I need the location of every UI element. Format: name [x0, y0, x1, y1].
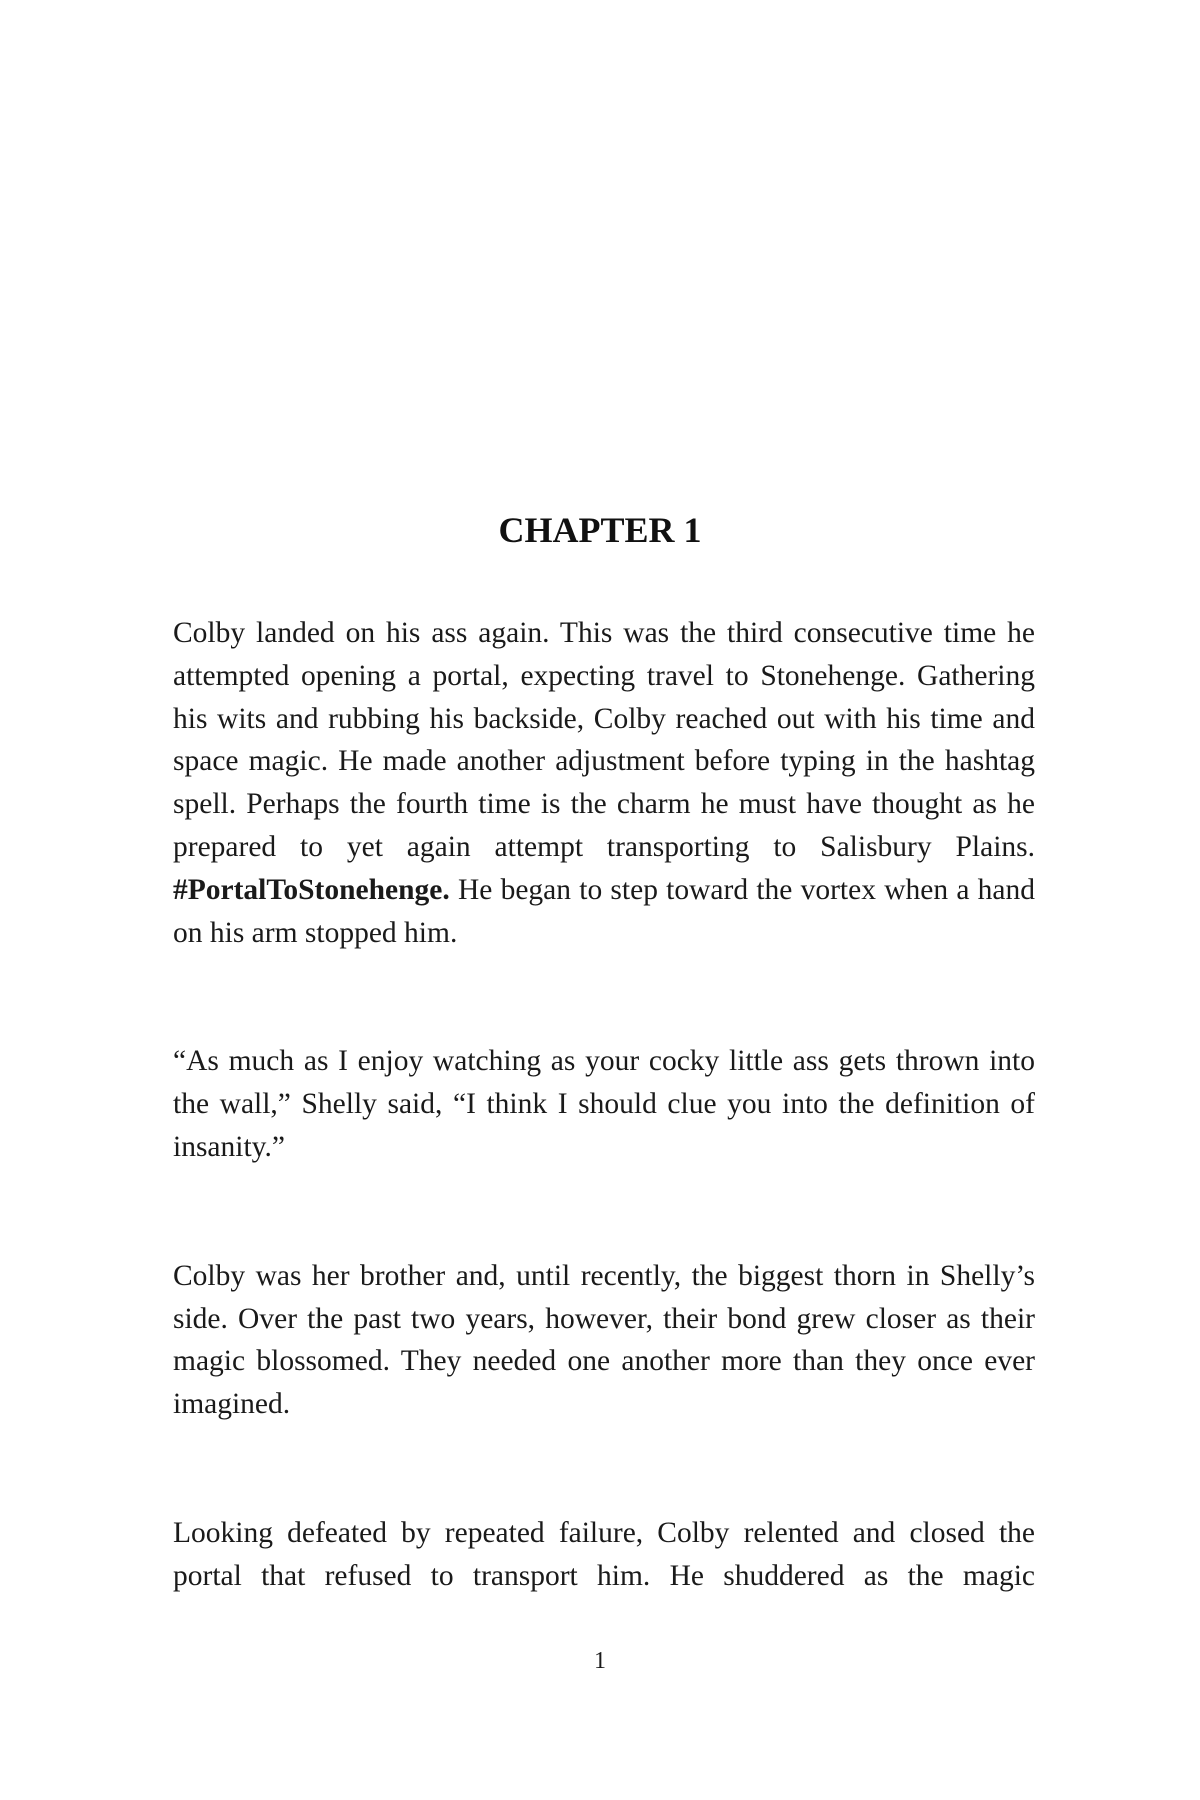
paragraph-1-text-end: He began to step toward the vortex when a hand on his arm stopped him. — [173, 873, 1035, 949]
chapter-body — [173, 612, 1035, 1598]
hashtag-spell: #PortalToStonehenge. — [173, 873, 450, 906]
paragraph-2: “As much as I enjoy watching as your cocky little ass gets thrown into the wall,” Shelly said, “I think I should clue you into the definition of insanity.” — [173, 1045, 1035, 1163]
chapter-title: CHAPTER 1 — [498, 510, 702, 550]
paragraph-1-text-start: Colby landed on his ass again. This was the third consecutive time he attempted opening a portal, expecting travel to Stonehenge. Gathering his wits and rubbing his backside, Colby reached out with his time and space magic. He made another adjustment before typing in the hashtag spell. Perhaps the fourth time is the charm he must have thought as he prepared to yet again attempt transporting to Salisbury Plains. — [173, 617, 1035, 863]
paragraph-1 — [173, 612, 1035, 954]
paragraph-3: Colby was her brother and, until recently, the biggest thorn in Shelly’s side. Over the past two years, however, their bond grew closer as their magic blossomed. They needed one another more than they once ever imagined. — [173, 1259, 1035, 1421]
page-number: 1 — [594, 1648, 606, 1674]
paragraph-4: Looking defeated by repeated failure, Colby relented and closed the portal that refused to transport him. He shuddered as the magic — [173, 1516, 1035, 1592]
